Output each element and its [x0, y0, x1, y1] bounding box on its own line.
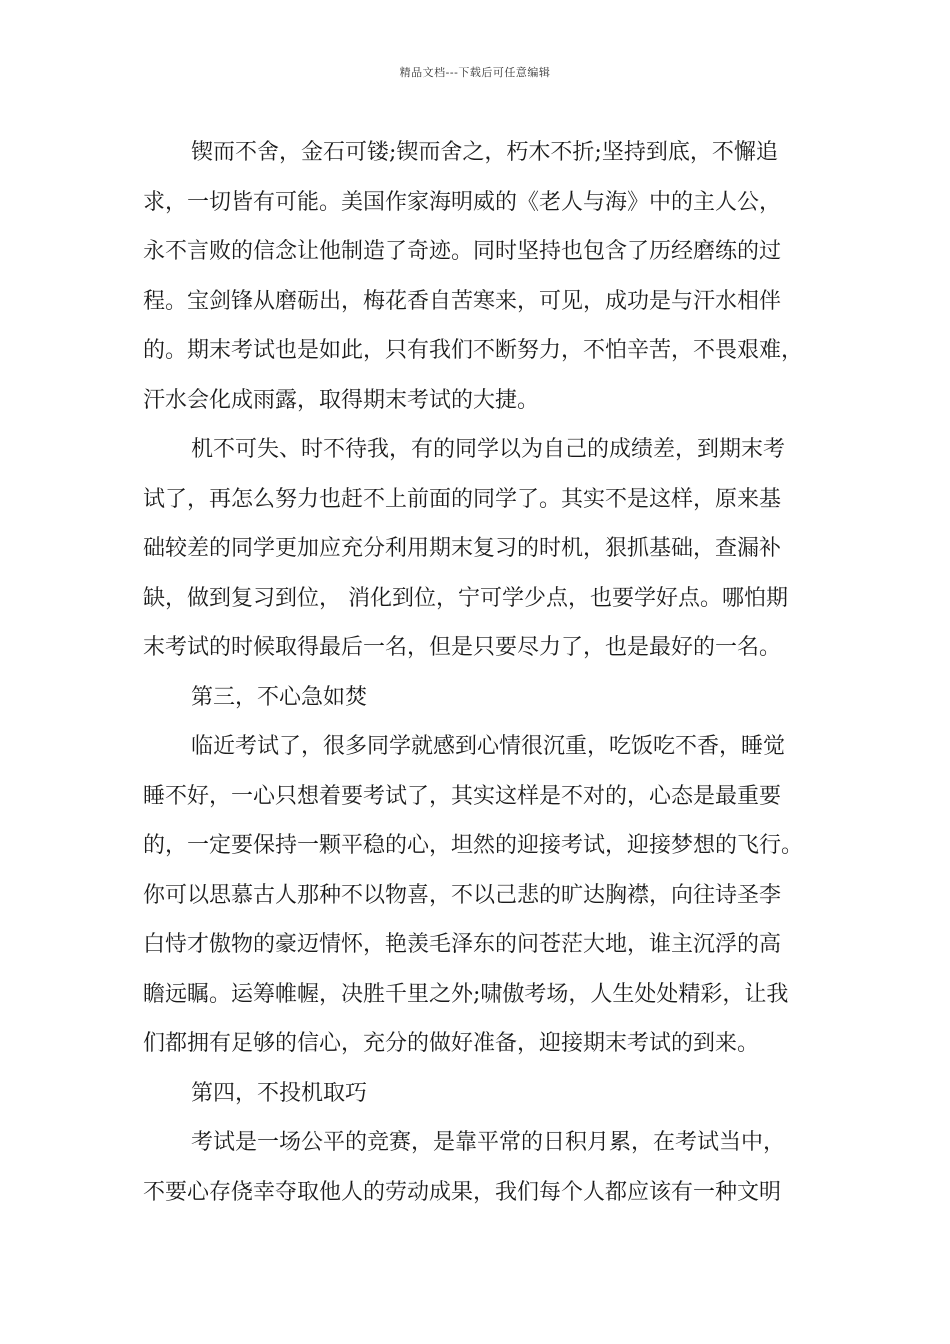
text-line: 们都拥有足够的信心，充分的做好准备，迎接期末考试的到来。 — [143, 1031, 760, 1056]
text-line: 试了，再怎么努力也赶不上前面的同学了。其实不是这样，原来基 — [143, 486, 782, 512]
text-line: 的，一定要保持一颗平稳的心，坦然的迎接考试，迎接梦想的飞行。 — [143, 833, 804, 858]
text-line: 睡不好，一心只想着要考试了，其实这样是不对的，心态是最重要 — [143, 783, 782, 809]
section-heading: 第四，不投机取巧 — [191, 1080, 368, 1106]
document-body — [143, 128, 823, 1217]
text-line: 机不可失、时不待我，有的同学以为自己的成绩差，到期末考 — [191, 437, 786, 462]
text-line: 求，一切皆有可能。美国作家海明威的《老人与海》中的主人公， — [143, 189, 782, 215]
section-heading: 第三，不心急如焚 — [191, 684, 368, 710]
text-line: 末考试的时候取得最后一名，但是只要尽力了，也是最好的一名。 — [143, 635, 782, 660]
text-line: 瞻远瞩。运筹帷幄，决胜千里之外;啸傲考场，人生处处精彩，让我 — [143, 981, 789, 1007]
text-line: 的。期末考试也是如此，只有我们不断努力，不怕辛苦，不畏艰难， — [143, 338, 804, 363]
text-line: 考试是一场公平的竞赛，是靠平常的日积月累，在考试当中， — [191, 1130, 786, 1155]
text-line: 础较差的同学更加应充分利用期末复习的时机，狠抓基础，查漏补 — [143, 536, 782, 561]
text-line: 缺，做到复习到位， 消化到位，宁可学少点，也要学好点。哪怕期 — [143, 585, 788, 611]
text-line: 永不言败的信念让他制造了奇迹。同时坚持也包含了历经磨练的过 — [143, 239, 782, 264]
text-line: 白恃才傲物的豪迈情怀，艳羡毛泽东的问苍茫大地，谁主沉浮的高 — [143, 932, 782, 957]
text-line: 临近考试了，很多同学就感到心情很沉重，吃饭吃不香，睡觉 — [191, 734, 786, 759]
text-line: 汗水会化成雨露，取得期末考试的大捷。 — [143, 387, 540, 413]
text-line: 你可以思慕古人那种不以物喜，不以己悲的旷达胸襟，向往诗圣李 — [143, 882, 782, 908]
page-header: 精品文档---下载后可任意编辑 — [399, 66, 551, 79]
text-line: 锲而不舍，金石可镂;锲而舍之，朽木不折;坚持到底，不懈追 — [191, 140, 778, 165]
text-line: 程。宝剑锋从磨砺出，梅花香自苦寒来，可见，成功是与汗水相伴 — [143, 288, 782, 314]
text-line: 不要心存侥幸夺取他人的劳动成果，我们每个人都应该有一种文明 — [143, 1179, 782, 1205]
